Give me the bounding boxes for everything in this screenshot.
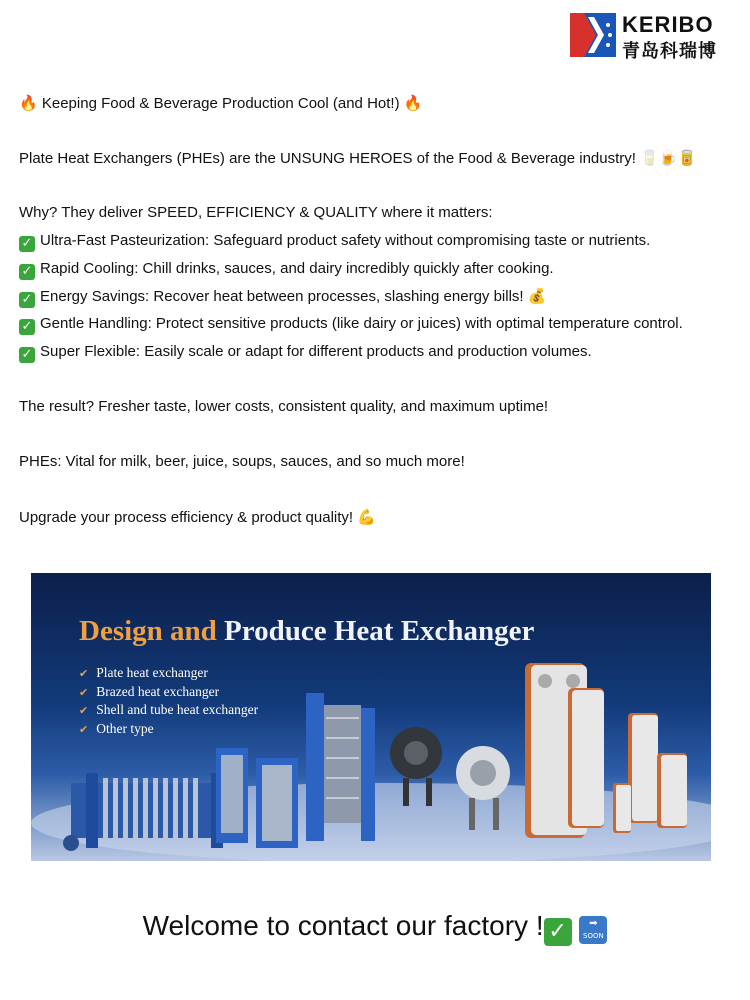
logo-chinese-text: 青岛科瑞博	[622, 41, 717, 62]
upgrade-text: Upgrade your process efficiency & product quality!	[19, 509, 354, 526]
post-result: The result? Fresher taste, lower costs, consistent quality, and maximum uptime!	[19, 398, 549, 415]
banner-title-accent: Design and	[79, 615, 217, 647]
benefit-text: Energy Savings: Recover heat between processes, slashing energy bills!	[40, 288, 524, 305]
contact-footer	[0, 910, 750, 946]
checkmark-icon: ✔	[79, 667, 89, 680]
benefit-item	[19, 232, 650, 252]
keribo-logo	[570, 10, 740, 60]
footer-text: Welcome to contact our factory !	[142, 910, 544, 941]
check-icon: ✓	[19, 236, 35, 252]
check-icon: ✓	[19, 347, 35, 363]
soon-arrow-icon: ➡ SOON	[579, 916, 607, 944]
check-icon: ✓	[19, 292, 35, 308]
benefit-text: Super Flexible: Easily scale or adapt for different products and production volumes.	[40, 343, 592, 360]
brazed-exchanger-right	[657, 753, 687, 828]
drinks-icons: 🥛🍺🥫	[640, 149, 697, 167]
benefit-item	[19, 315, 683, 335]
banner-title	[79, 615, 534, 648]
benefit-item	[19, 287, 546, 308]
banner-list-item: ✔ Shell and tube heat exchanger	[79, 702, 259, 717]
benefit-text: Gentle Handling: Protect sensitive products (like dairy or juices) with optimal temperature control.	[40, 315, 683, 332]
brazed-exchanger-small	[613, 783, 631, 833]
brazed-exchanger-mid	[628, 713, 658, 823]
product-banner	[31, 573, 711, 861]
post-why: Why? They deliver SPEED, EFFICIENCY & QUALITY where it matters:	[19, 204, 493, 221]
banner-product-list	[79, 665, 258, 739]
check-icon: ✓	[19, 319, 35, 335]
post-upgrade	[19, 508, 376, 526]
post-headline	[19, 94, 422, 112]
headline-text: Keeping Food & Beverage Production Cool (and Hot!)	[41, 95, 400, 112]
fire-icon: 🔥	[19, 94, 38, 112]
brazed-exchanger-tall	[568, 688, 604, 828]
benefit-text: Rapid Cooling: Chill drinks, sauces, and dairy incredibly quickly after cooking.	[40, 260, 554, 277]
logo-brand-text: KERIBO	[622, 12, 714, 37]
plate-exchanger-small	[216, 748, 248, 843]
checkmark-icon: ✔	[79, 685, 89, 699]
intro-text: Plate Heat Exchangers (PHEs) are the UNSUNG HEROES of the Food & Beverage industry!	[19, 150, 636, 167]
post-uses: PHEs: Vital for milk, beer, juice, soups, sauces, and so much more!	[19, 453, 465, 470]
check-icon: ✓	[19, 264, 35, 280]
banner-list-item: ✔ Other type	[79, 720, 154, 736]
banner-list-item: ✔ Plate heat exchanger	[79, 665, 208, 680]
benefit-item	[19, 260, 554, 280]
fire-icon: 🔥	[403, 94, 423, 112]
checkmark-icon: ✔	[79, 722, 89, 736]
soon-label: SOON	[583, 932, 604, 940]
check-icon: ✓	[544, 918, 572, 946]
plate-exchanger-medium	[256, 758, 298, 848]
banner-list-item: ✔ Brazed heat exchanger	[79, 683, 220, 699]
benefit-text: Ultra-Fast Pasteurization: Safeguard product safety without compromising taste or nutrients.	[40, 232, 651, 249]
benefit-item	[19, 343, 592, 363]
money-bag-icon: 💰	[527, 287, 547, 305]
plate-exchanger-tall	[306, 693, 375, 841]
post-intro	[19, 149, 696, 167]
flexed-biceps-icon: 💪	[357, 508, 376, 526]
checkmark-icon: ✔	[79, 704, 89, 717]
banner-title-main: Produce Heat Exchanger	[224, 615, 535, 647]
keribo-logo-mark-icon	[570, 13, 616, 57]
